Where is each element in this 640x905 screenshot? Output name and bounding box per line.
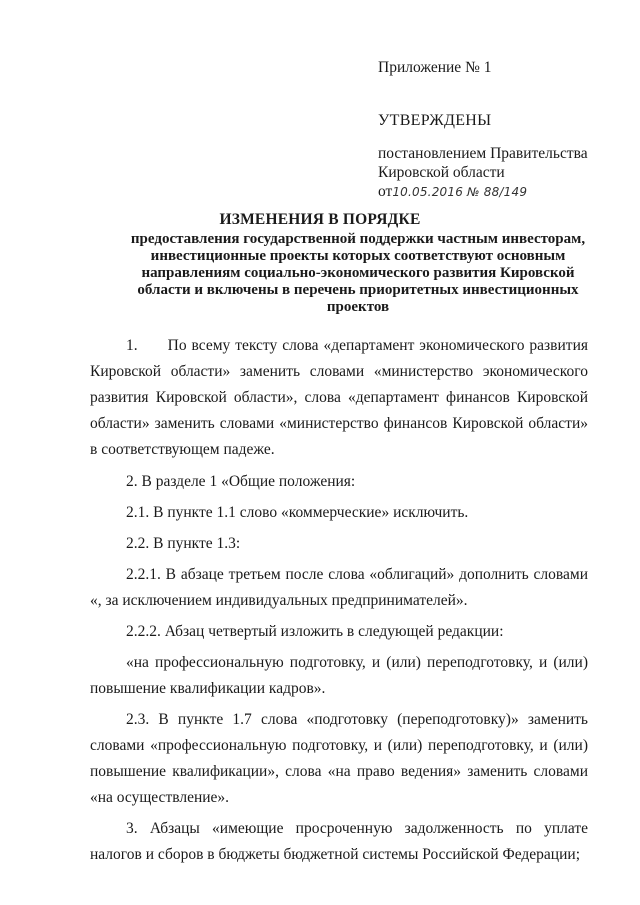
paragraph-quote: «на профессиональную подготовку, и (или) переподготовку, и (или) повышение квалификации кадров». (90, 654, 588, 697)
subtitle-line: инвестиционные проекты которых соответствуют основным (150, 248, 566, 264)
paragraph-1-number: 1. (126, 337, 138, 354)
resolution-reference (378, 144, 628, 202)
subtitle-line: направлениям социально-экономического развития Кировской (141, 265, 575, 281)
date-prefix: от (378, 183, 393, 200)
paragraph-2-2: 2.2. В пункте 1.3: (126, 535, 241, 552)
paragraph-2-2-2: 2.2.2. Абзац четвертый изложить в следующей редакции: (126, 623, 504, 640)
annex-label: Приложение № 1 (378, 59, 492, 76)
approved-heading: УТВЕРЖДЕНЫ (378, 112, 492, 129)
document-title: ИЗМЕНЕНИЯ В ПОРЯДКЕ (219, 211, 421, 228)
document-body (90, 333, 588, 868)
handwritten-date-number: 10.05.2016 № 88/149 (392, 185, 528, 199)
paragraph-1 (90, 333, 588, 463)
paragraph-2: 2. В разделе 1 «Общие положения: (126, 473, 356, 490)
paragraph-2-3: 2.3. В пункте 1.7 слова «подготовку (переподготовку)» заменить словами «профессиональную подготовку, и (или) переподготовку, и (или) повышение квалификации», слова «на право ведения» заменить словами «на осуществление». (90, 711, 588, 806)
resolution-line-2: Кировской области (378, 164, 505, 181)
subtitle-line: предоставления государственной поддержки частным инвесторам, (130, 231, 586, 247)
subtitle-line: области и включены в перечень приоритетных инвестиционных (137, 282, 579, 298)
paragraph-2-1: 2.1. В пункте 1.1 слово «коммерческие» исключить. (126, 504, 469, 521)
approval-block (378, 58, 628, 202)
resolution-line-1: постановлением Правительства (378, 145, 588, 162)
document-subtitle (118, 231, 598, 316)
paragraph-2-2-1: 2.2.1. В абзаце третьем после слова «облигаций» дополнить словами «, за исключением индивидуальных предпринимателей». (90, 566, 588, 609)
subtitle-line: проектов (326, 299, 390, 315)
paragraph-1-text: По всему тексту слова «департамент экономического развития Кировской области» заменить словами «министерство экономического развития Кировской области», слова «департамент финансов Кировской области» заменить словами «министерство финансов Кировской области» в соответствующем падеже. (90, 337, 588, 458)
paragraph-3: 3. Абзацы «имеющие просроченную задолженность по уплате налогов и сборов в бюджеты бюджетной системы Российской Федерации; (90, 820, 588, 863)
